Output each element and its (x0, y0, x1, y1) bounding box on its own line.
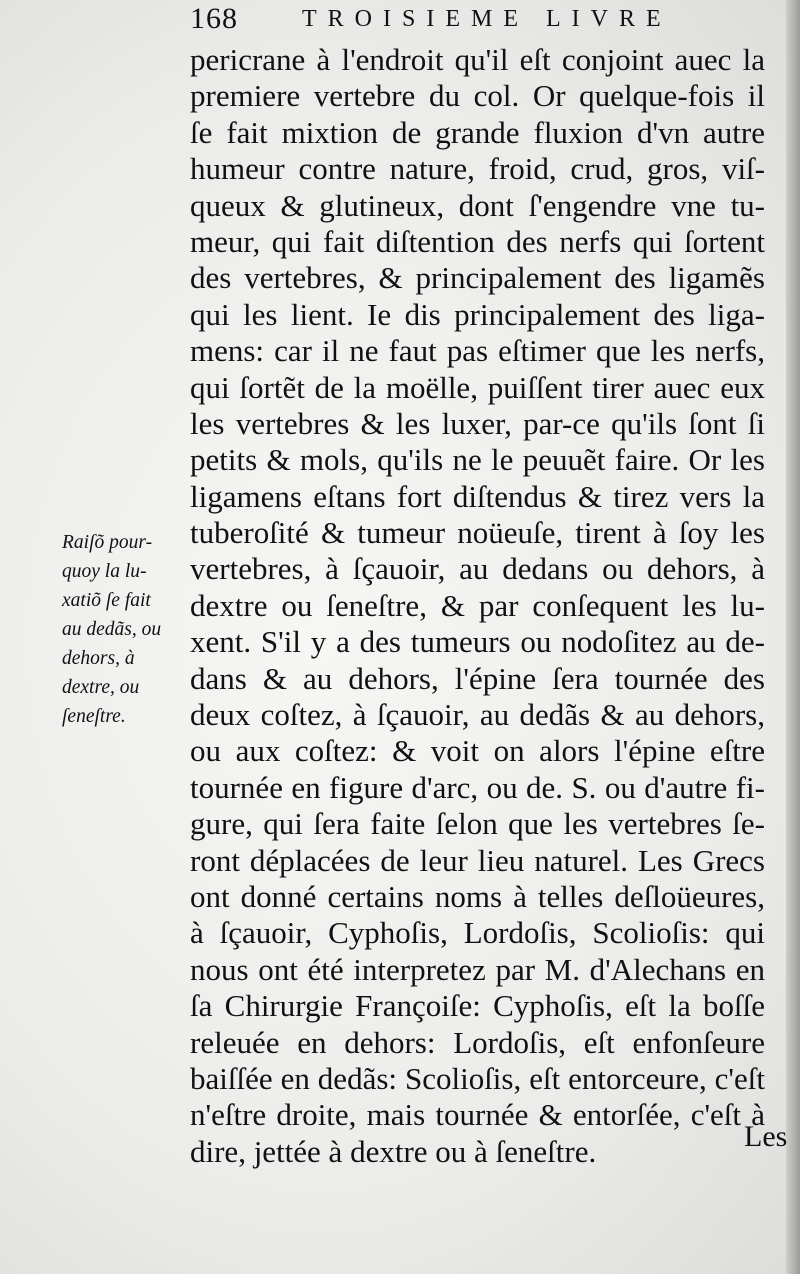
text-line: ront déplacées de leur lieu naturel. Les Grecs (190, 842, 765, 878)
text-line: ligamens eſtans fort diſtendus & tirez vers la (190, 478, 765, 514)
text-line: releuée en dehors: Lordoſis, eſt enfonſeure (190, 1024, 765, 1060)
text-line: gure, qui ſera faite ſelon que les vertebres ſe- (190, 806, 765, 842)
text-line: les vertebres & les luxer, par-ce qu'ils ſont ſi (190, 405, 765, 441)
page-header (190, 2, 770, 42)
main-text-block (190, 42, 765, 1170)
text-line: dans & au dehors, l'épine ſera tournée des (190, 660, 765, 696)
text-line: nous ont été interpretez par M. d'Alechans en (190, 951, 765, 987)
text-line: tuberoſité & tumeur noüeuſe, tirent à ſoy les (190, 515, 765, 551)
text-line: dire, jettée à dextre ou à ſeneſtre. (190, 1133, 597, 1169)
marginal-note-line: Raiſõ pour- (62, 532, 153, 553)
marginal-note (62, 528, 194, 731)
marginal-note-line: xatiõ ſe fait (62, 590, 151, 611)
text-line: baiſſée en dedãs: Scolioſis, eſt entorceure, c'eſt (190, 1060, 765, 1096)
text-line: des vertebres, & principalement des ligamẽs (190, 260, 765, 296)
text-line: queux & glutineux, dont ſ'engendre vne tu- (190, 187, 765, 223)
marginal-note-line: au dedãs, ou (62, 619, 162, 640)
text-line: petits & mols, qu'ils ne le peuuẽt faire. Or les (190, 442, 765, 478)
page-number: 168 (190, 2, 238, 35)
marginal-note-line: dehors, à (62, 648, 135, 669)
text-line: ſe fait mixtion de grande fluxion d'vn autre (190, 114, 765, 150)
text-line: ou aux coſtez: & voit on alors l'épine eſtre (190, 733, 765, 769)
running-title: TROISIEME LIVRE (302, 6, 672, 32)
text-line: n'eſtre droite, mais tournée & entorſée, c'eſt à (190, 1097, 765, 1133)
marginal-note-line: ſeneſtre. (62, 706, 126, 727)
text-line: ſa Chirurgie Françoiſe: Cyphoſis, eſt la boſſe (190, 988, 765, 1024)
text-line: meur, qui fait diſtention des nerfs qui ſortent (190, 223, 765, 259)
text-line: à ſçauoir, Cyphoſis, Lordoſis, Scolioſis: qui (190, 915, 765, 951)
text-line: xent. S'il y a des tumeurs ou nodoſitez au de- (190, 624, 765, 660)
text-line: dextre ou ſeneſtre, & par conſequent les lu- (190, 587, 765, 623)
text-line: premiere vertebre du col. Or quelque-fois il (190, 78, 765, 114)
text-line: vertebres, à ſçauoir, au dedans ou dehors, à (190, 551, 765, 587)
marginal-note-line: quoy la lu- (62, 561, 147, 582)
catchword: Les (744, 1120, 788, 1153)
text-line: humeur contre nature, froid, crud, gros, viſ- (190, 151, 765, 187)
text-line: deux coſtez, à ſçauoir, au dedãs & au dehors, (190, 697, 765, 733)
text-line: qui ſortẽt de la moëlle, puiſſent tirer auec eux (190, 369, 765, 405)
text-line: mens: car il ne faut pas eſtimer que les nerfs, (190, 333, 765, 369)
text-line: tournée en figure d'arc, ou de. S. ou d'autre fi- (190, 769, 765, 805)
text-line: qui les lient. Ie dis principalement des liga- (190, 296, 765, 332)
text-line: ont donné certains noms à telles deſloüeures, (190, 878, 765, 914)
page-edge-shadow (786, 0, 800, 1274)
marginal-note-line: dextre, ou (62, 677, 140, 698)
text-line: pericrane à l'endroit qu'il eſt conjoint auec la (190, 42, 765, 77)
